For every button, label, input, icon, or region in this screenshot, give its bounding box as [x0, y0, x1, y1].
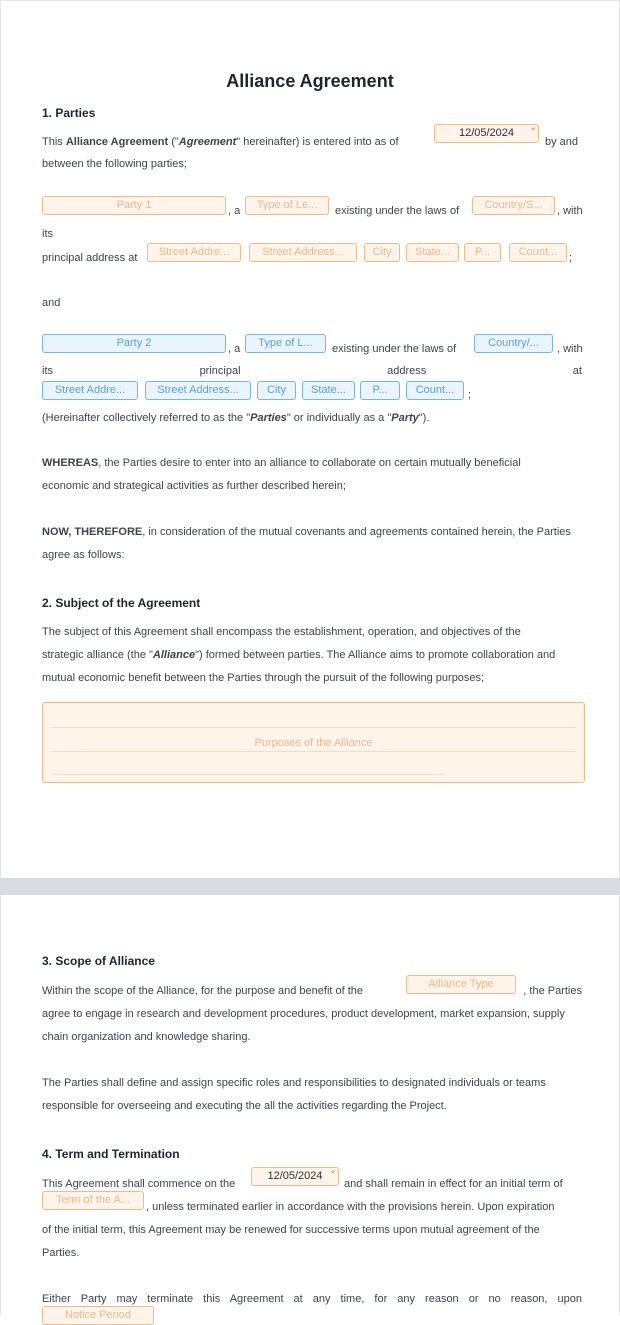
term-line3: of the initial term, this Agreement may be renewed for successive terms upon mutual agreement of the	[42, 1224, 540, 1236]
purposes-placeholder: Purposes of the Alliance	[254, 737, 373, 749]
its-text: its	[42, 228, 53, 240]
party2-state-field[interactable]: State...	[302, 381, 355, 400]
notice-period-field[interactable]: Notice Period	[42, 1306, 154, 1325]
purposes-textarea[interactable]	[42, 702, 585, 783]
party2-city-field[interactable]: City	[257, 381, 296, 400]
party1-postal-field[interactable]: P...	[464, 243, 501, 262]
party2-name-field[interactable]: Party 2	[42, 334, 226, 353]
party1-country2-field[interactable]: Count...	[509, 243, 567, 262]
comma-a-text: , a	[228, 343, 241, 355]
scope-line1-start: Within the scope of the Alliance, for the purpose and benefit of the	[42, 985, 364, 997]
principal-address-justified: its principal address at	[42, 365, 582, 377]
with-text: , with	[557, 205, 583, 217]
section-3-heading: 3. Scope of Alliance	[42, 954, 155, 968]
subject-line3: mutual economic benefit between the Parties through the pursuit of the following purposes;	[42, 672, 485, 684]
party2-entity-type-field[interactable]: Type of L...	[245, 334, 326, 353]
semicolon-text: ;	[468, 389, 472, 401]
party1-entity-type-field[interactable]: Type of Le...	[245, 196, 329, 215]
party2-country2-field[interactable]: Count...	[406, 381, 464, 400]
party2-street1-field[interactable]: Street Addre...	[42, 381, 138, 400]
term-line4: Parties.	[42, 1247, 80, 1259]
party2-postal-field[interactable]: P...	[360, 381, 400, 400]
party1-city-field[interactable]: City	[364, 243, 400, 262]
party1-state-field[interactable]: State...	[406, 243, 459, 262]
scope-line1-end: , the Parties	[523, 985, 582, 997]
comma-a-text: , a	[228, 205, 241, 217]
document-page-2	[0, 895, 620, 1321]
party1-name-field[interactable]: Party 1	[42, 196, 226, 215]
section-2-heading: 2. Subject of the Agreement	[42, 596, 201, 610]
now-therefore-line2: agree as follows:	[42, 549, 125, 561]
roles-line1: The Parties shall define and assign specific roles and responsibilities to designated individuals or teams	[42, 1077, 546, 1089]
party1-country-field[interactable]: Country/S...	[472, 196, 555, 215]
semicolon-text: ;	[569, 252, 573, 264]
party2-street2-field[interactable]: Street Address...	[145, 381, 251, 400]
roles-line2: responsible for overseeing and executing the all the activities regarding the Project.	[42, 1100, 447, 1112]
now-therefore-line1: NOW, THEREFORE, in consideration of the mutual covenants and agreements contained herein, the Parties	[42, 526, 571, 538]
term-line1-end: and shall remain in effect for an initial term of	[344, 1178, 563, 1190]
effective-date-field[interactable]: 12/05/2024 *	[434, 124, 539, 143]
term-line2: , unless terminated earlier in accordance with the provisions herein. Upon expiration	[146, 1201, 555, 1213]
party2-country-field[interactable]: Country/...	[474, 334, 553, 353]
term-line1-start: This Agreement shall commence on the	[42, 1178, 236, 1190]
subject-line2: strategic alliance (the "Alliance") formed between parties. The Alliance aims to promote collaboration and	[42, 649, 556, 661]
party1-street1-field[interactable]: Street Addre...	[147, 243, 241, 262]
commencement-date-field[interactable]: 12/05/2024 *	[251, 1167, 339, 1186]
section-4-heading: 4. Term and Termination	[42, 1147, 180, 1161]
section-1-heading: 1. Parties	[42, 106, 96, 120]
alliance-type-field[interactable]: Alliance Type	[406, 975, 516, 994]
whereas-line2: economic and strategical activities as further described herein;	[42, 480, 346, 492]
existing-text: existing under the laws of	[335, 205, 460, 217]
intro-text-end: by and	[545, 136, 579, 148]
scope-line3: chain organization and knowledge sharing.	[42, 1031, 251, 1043]
scope-line2: agree to engage in research and development procedures, product development, market expansion, supply	[42, 1008, 565, 1020]
with-text: , with	[557, 343, 583, 355]
termination-line1: Either Party may terminate this Agreement at any time, for any reason or no reason, upon	[42, 1293, 582, 1305]
intro-text: This Alliance Agreement ("Agreement" hereinafter) is entered into as of	[42, 136, 399, 148]
existing-text: existing under the laws of	[332, 343, 457, 355]
page-separator	[0, 878, 620, 895]
and-text: and	[42, 297, 61, 309]
whereas-line1: WHEREAS, the Parties desire to enter into an alliance to collaborate on certain mutually beneficial	[42, 457, 521, 469]
party1-street2-field[interactable]: Street Address...	[249, 243, 357, 262]
principal-address-text: principal address at	[42, 252, 138, 264]
hereinafter-text: (Hereinafter collectively referred to as the "Parties" or individually as a "Party").	[42, 412, 430, 424]
subject-line1: The subject of this Agreement shall encompass the establishment, operation, and objectives of the	[42, 626, 521, 638]
term-length-field[interactable]: Term of the A...	[42, 1191, 144, 1210]
intro-text-line2: between the following parties;	[42, 158, 187, 170]
document-title: Alliance Agreement	[226, 71, 394, 91]
